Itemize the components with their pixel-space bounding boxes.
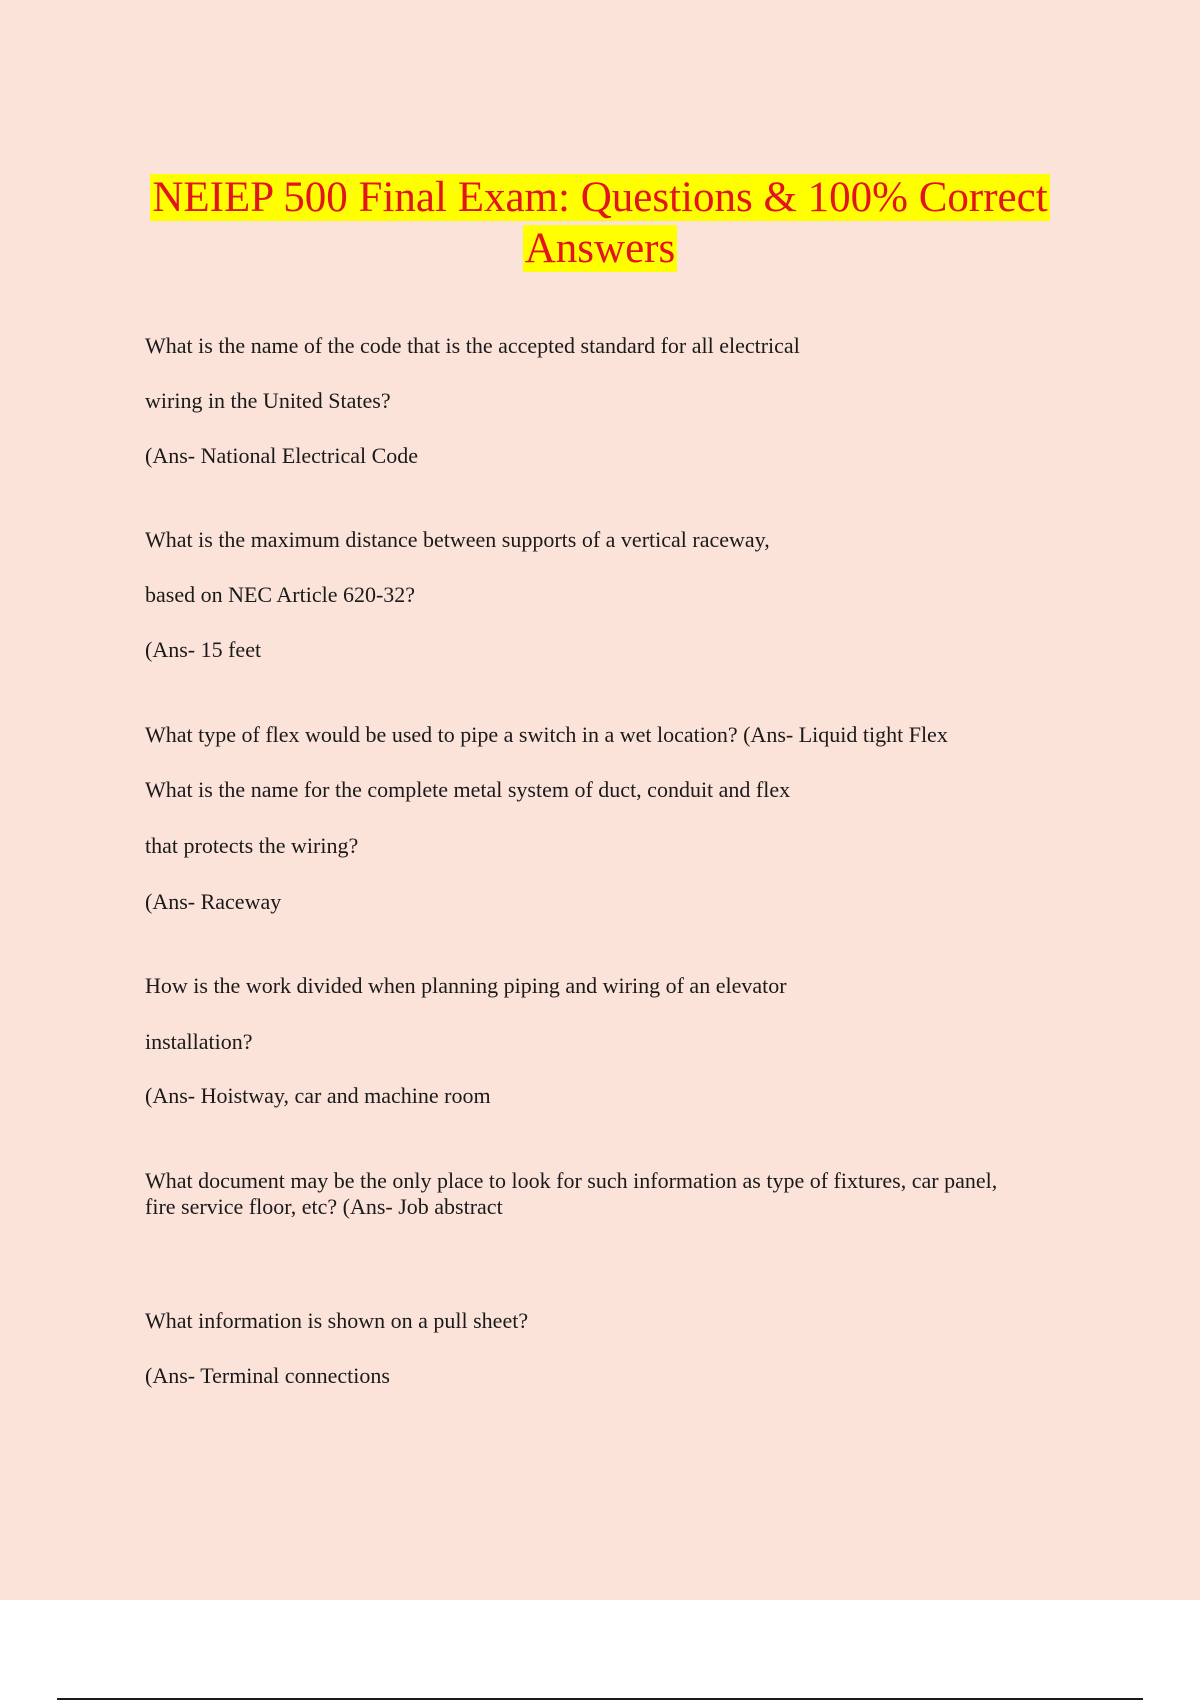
question-5-line-1: How is the work divided when planning piping and wiring of an elevator <box>145 973 787 998</box>
answer-1: (Ans- National Electrical Code <box>145 443 419 468</box>
answer-2: (Ans- 15 feet <box>145 637 262 662</box>
question-1-line-1: What is the name of the code that is the accepted standard for all electrical <box>145 333 800 358</box>
question-7: What information is shown on a pull sheet? <box>145 1308 529 1333</box>
question-3-with-answer: What type of flex would be used to pipe a switch in a wet location? (Ans- Liquid tight Flex <box>145 722 948 747</box>
question-1-line-2: wiring in the United States? <box>145 388 391 413</box>
title-line-2: Answers <box>524 225 676 272</box>
question-4-line-2: that protects the wiring? <box>145 833 359 858</box>
question-2-line-2: based on NEC Article 620-32? <box>145 582 416 607</box>
answer-5: (Ans- Hoistway, car and machine room <box>145 1083 491 1108</box>
question-6-line-2-with-answer: fire service floor, etc? (Ans- Job abstract <box>145 1194 503 1219</box>
question-6-line-1: What document may be the only place to look for such information as type of fixtures, car panel, <box>145 1168 998 1193</box>
title-line-1: NEIEP 500 Final Exam: Questions & 100% Correct <box>152 174 1048 221</box>
question-4-line-1: What is the name for the complete metal system of duct, conduit and flex <box>145 777 791 802</box>
question-5-line-2: installation? <box>145 1029 253 1054</box>
question-2-line-1: What is the maximum distance between supports of a vertical raceway, <box>145 527 770 552</box>
answer-7: (Ans- Terminal connections <box>145 1363 390 1388</box>
document-title <box>100 172 1100 274</box>
answer-4: (Ans- Raceway <box>145 889 282 914</box>
